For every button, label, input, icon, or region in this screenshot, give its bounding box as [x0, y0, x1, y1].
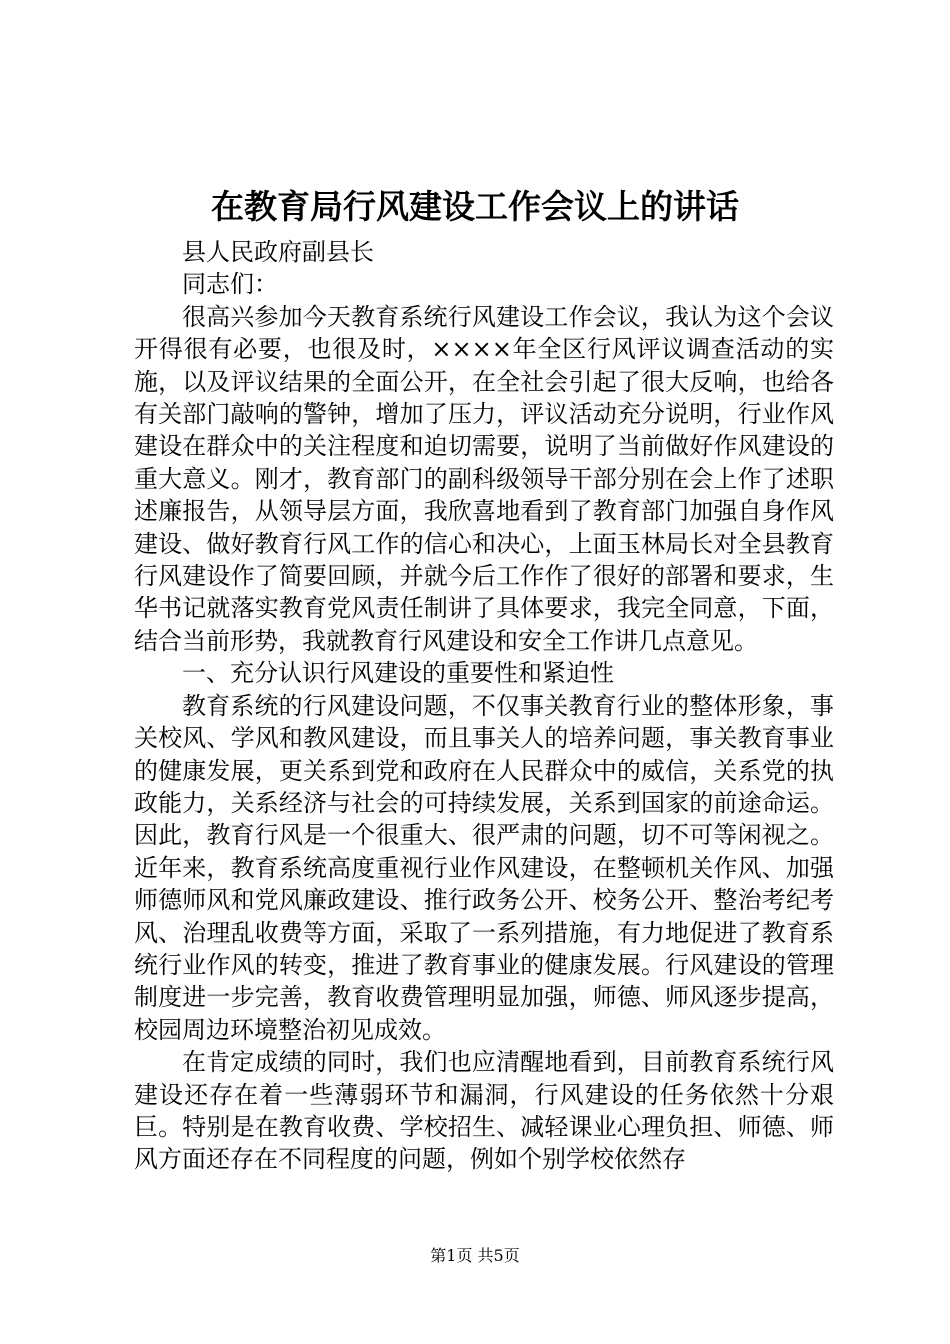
body-paragraph: 在肯定成绩的同时，我们也应清醒地看到，目前教育系统行风建设还存在着一些薄弱环节和漏洞，行风建设的任务依然十分艰巨。特别是在教育收费、学校招生、减轻课业心理负担、师德、师风方面还存在不同程度的问题，例如个别学校依然存 [134, 1048, 834, 1174]
body-paragraph: 很高兴参加今天教育系统行风建设工作会议，我认为这个会议开得很有必要，也很及时，××××年全区行风评议调查活动的实施，以及评议结果的全面公开，在全社会引起了很大反响，也给各有关部门敲响的警钟，增加了压力，评议活动充分说明，行业作风建设在群众中的关注程度和迫切需要，说明了当前做好作风建设的重大意义。刚才，教育部门的副科级领导干部分别在会上作了述职述廉报告，从领导层方面，我欣喜地看到了教育部门加强自身作风建设、做好教育行风工作的信心和决心，上面玉林局长对全县教育行风建设作了简要回顾，并就今后工作作了很好的部署和要求，生华书记就落实教育党风责任制讲了具体要求，我完全同意，下面，结合当前形势，我就教育行风建设和安全工作讲几点意见。 [134, 302, 834, 655]
document-title: 在教育局行风建设工作会议上的讲话 [211, 187, 739, 226]
salutation: 同志们： [182, 270, 278, 299]
document-body [134, 236, 834, 1176]
page-number: 第1页 共5页 [430, 1246, 520, 1265]
body-paragraph: 教育系统的行风建设问题，不仅事关教育行业的整体形象，事关校风、学风和教风建设，而且事关人的培养问题，事关教育事业的健康发展，更关系到党和政府在人民群众中的威信，关系党的执政能力，关系经济与社会的可持续发展，关系到国家的前途命运。因此，教育行风是一个很重大、很严肃的问题，切不可等闲视之。近年来，教育系统高度重视行业作风建设，在整顿机关作风、加强师德师风和党风廉政建设、推行政务公开、校务公开、整治考纪考风、治理乱收费等方面，采取了一系列措施，有力地促进了教育系统行业作风的转变，推进了教育事业的健康发展。行风建设的管理制度进一步完善，教育收费管理明显加强，师德、师风逐步提高，校园周边环境整治初见成效。 [134, 691, 834, 1044]
section-heading: 一、充分认识行风建设的重要性和紧迫性 [182, 659, 614, 688]
author-line: 县人民政府副县长 [182, 238, 374, 266]
